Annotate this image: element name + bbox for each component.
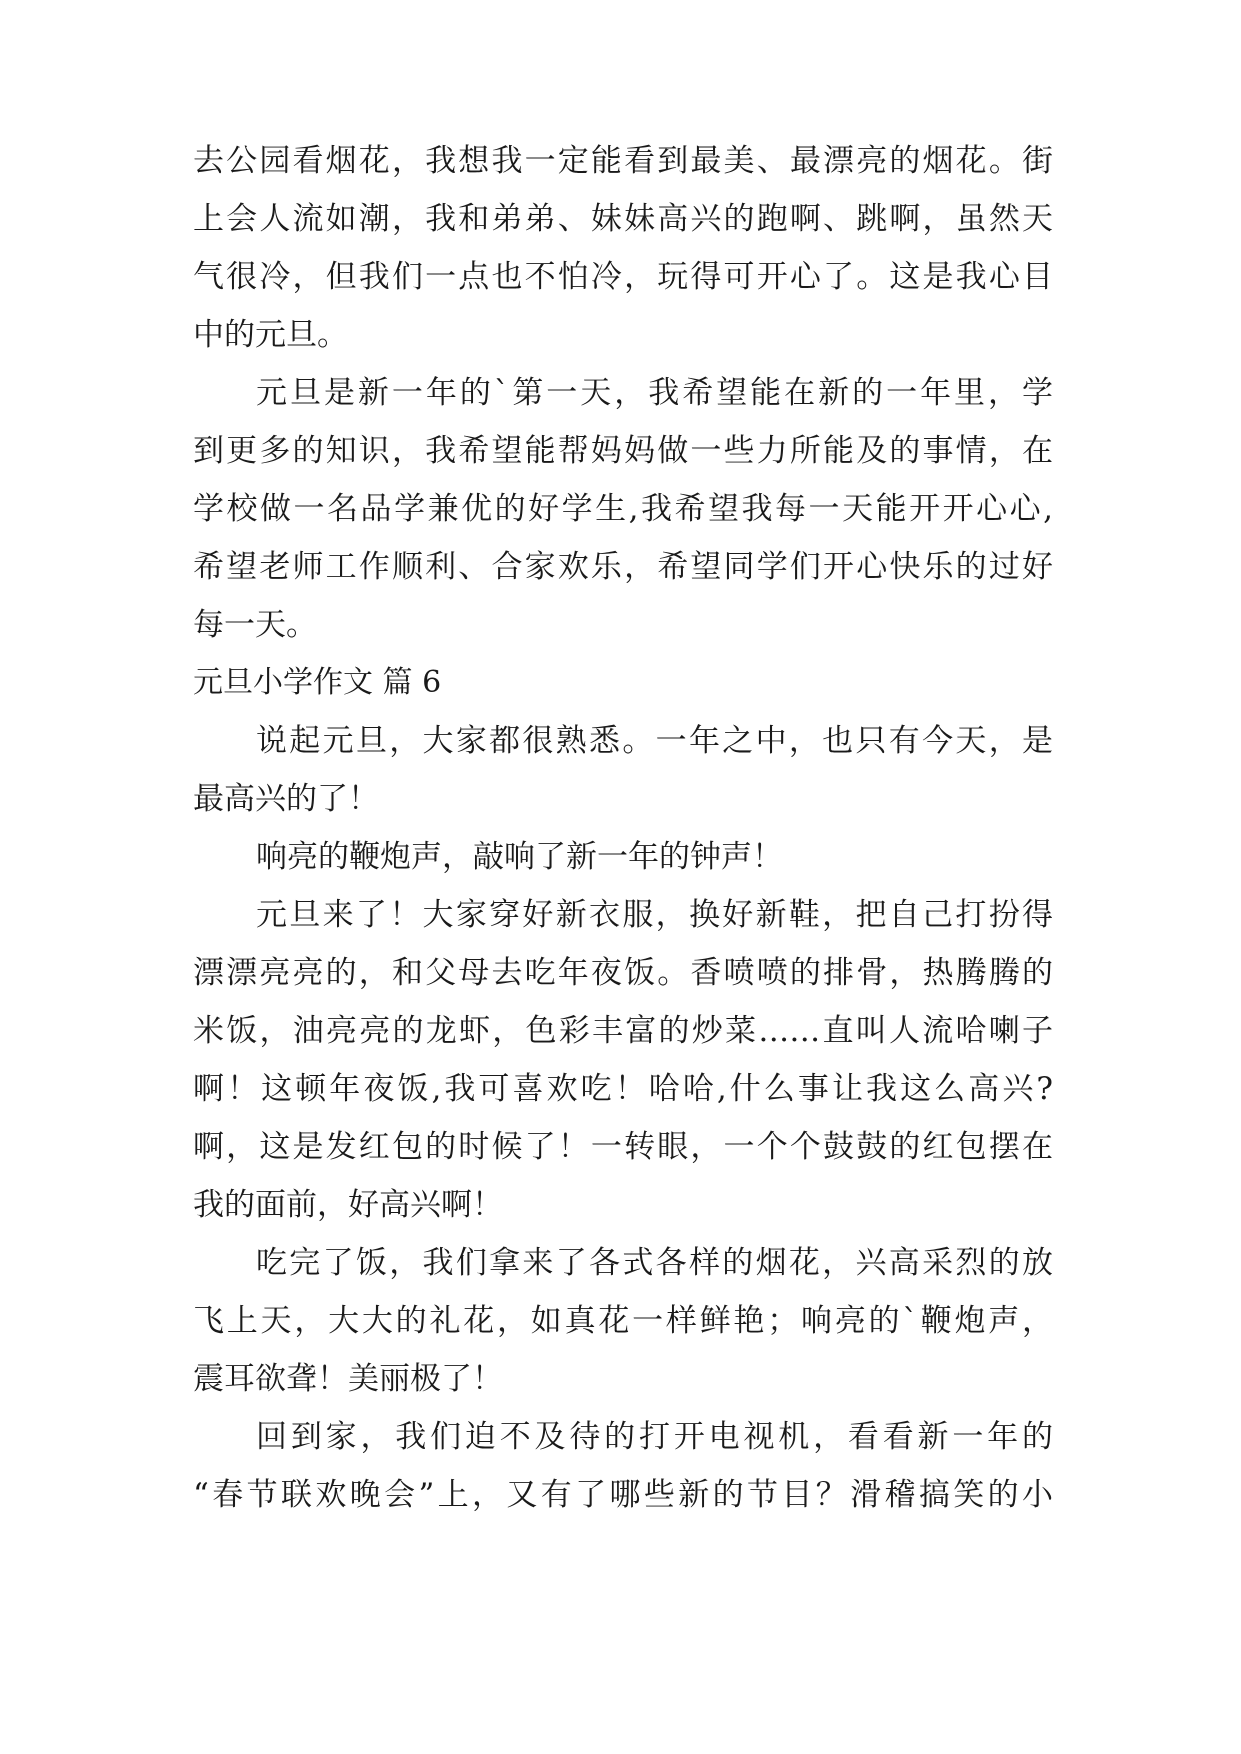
text-line: 啊！这顿年夜饭,我可喜欢吃！哈哈,什么事让我这么高兴? [193,1071,1053,1107]
text-line: 啊，这是发红包的时候了！一转眼，一个个鼓鼓的红包摆在 [193,1129,1053,1165]
text-line: 最高兴的了！ [193,781,379,817]
paragraph-first-line: 说起元旦，大家都很熟悉。一年之中，也只有今天，是 [256,723,1053,759]
text-line: 上会人流如潮，我和弟弟、妹妹高兴的跑啊、跳啊，虽然天 [193,201,1053,237]
text-line: 米饭，油亮亮的龙虾，色彩丰富的炒菜……直叫人流哈喇子 [193,1013,1053,1049]
text-line: 希望老师工作顺利、合家欢乐，希望同学们开心快乐的过好 [193,549,1053,585]
text-line: 震耳欲聋！美丽极了！ [193,1361,503,1397]
text-line: 去公园看烟花，我想我一定能看到最美、最漂亮的烟花。街 [193,143,1053,179]
text-line: 我的面前，好高兴啊！ [193,1187,503,1223]
text-line: 每一天。 [193,607,317,643]
paragraph-first-line: 响亮的鞭炮声，敲响了新一年的钟声！ [256,839,783,875]
paragraph-first-line: 元旦来了！大家穿好新衣服，换好新鞋，把自己打扮得 [256,897,1053,933]
text-line: 漂漂亮亮的，和父母去吃年夜饭。香喷喷的排骨，热腾腾的 [193,955,1053,991]
paragraph-first-line: 吃完了饭，我们拿来了各式各样的烟花，兴高采烈的放 [256,1245,1053,1281]
text-line: 飞上天，大大的礼花，如真花一样鲜艳；响亮的`鞭炮声， [193,1303,1053,1339]
paragraph-first-line: 回到家，我们迫不及待的打开电视机，看看新一年的 [256,1419,1053,1455]
text-line: 到更多的知识，我希望能帮妈妈做一些力所能及的事情，在 [193,433,1053,469]
text-line: 气很冷，但我们一点也不怕冷，玩得可开心了。这是我心目 [193,259,1053,295]
text-line: “春节联欢晚会”上，又有了哪些新的节目？滑稽搞笑的小 [193,1477,1053,1513]
section-heading: 元旦小学作文 篇 6 [193,665,442,700]
text-line: 学校做一名品学兼优的好学生,我希望我每一天能开开心心, [193,491,1053,527]
text-line: 中的元旦。 [193,317,348,353]
paragraph-first-line: 元旦是新一年的`第一天，我希望能在新的一年里，学 [256,375,1053,411]
